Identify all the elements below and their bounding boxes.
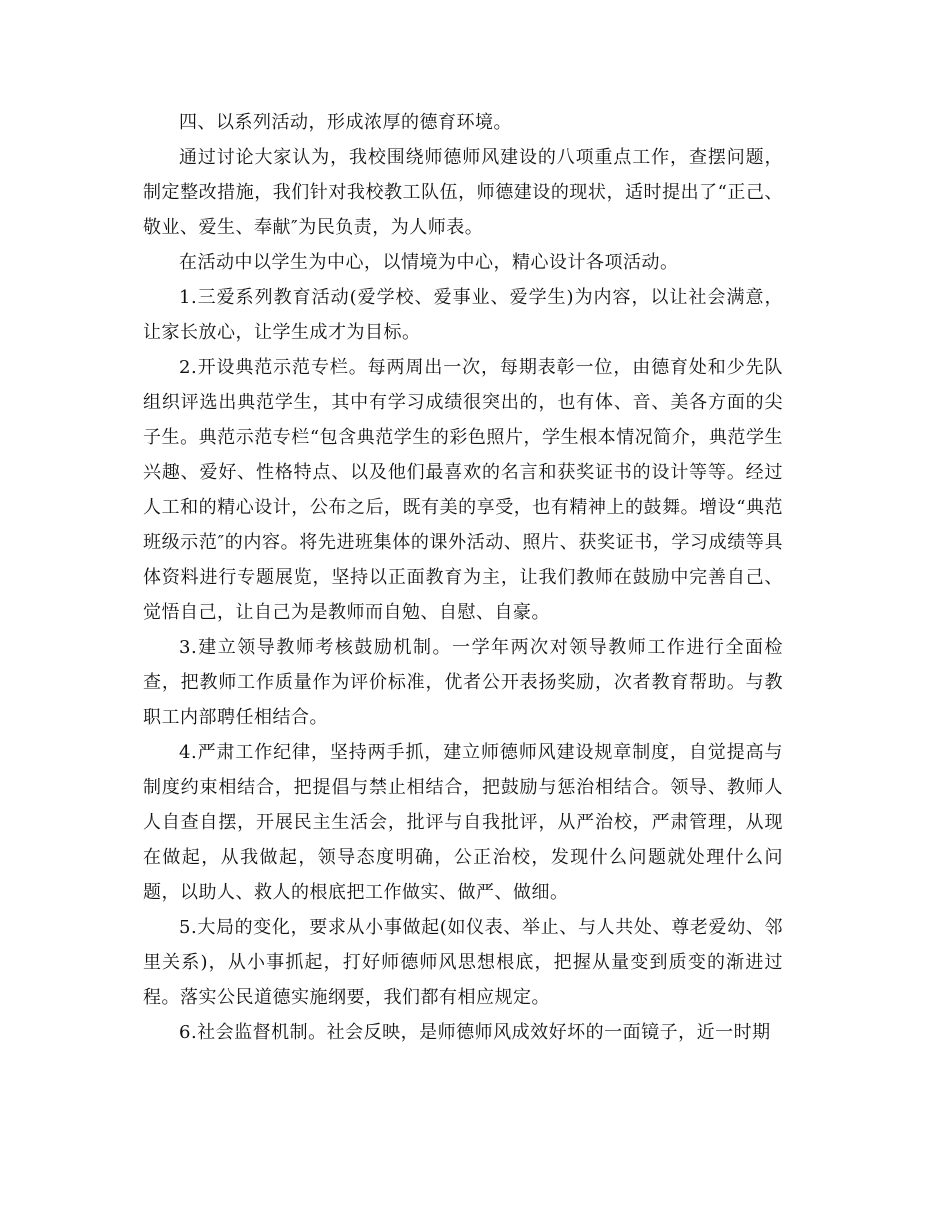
paragraph-item-2: 2.开设典范示范专栏。每两周出一次，每期表彰一位，由德育处和少先队组织评选出典范学生，其中有学习成绩很突出的，也有体、音、美各方面的尖子生。典范示范专栏“包含典范学生的彩色照片，学生根本情况简介，典范学生兴趣、爱好、性格特点、以及他们最喜欢的名言和获奖证书的设计等等。经过人工和的精心设计，公布之后，既有美的享受，也有精神上的鼓舞。增设“典范班级示范″的内容。将先进班集体的课外活动、照片、获奖证书，学习成绩等具体资料进行专题展览，坚持以正面教育为主，让我们教师在鼓励中完善自己、觉悟自己，让自己为是教师而自勉、自慰、自豪。 [143, 357, 783, 623]
paragraph-item-5: 5.大局的变化，要求从小事做起(如仪表、举止、与人共处、尊老爱幼、邻里关系)，从小事抓起，打好师德师风思想根底，把握从量变到质变的渐进过程。落实公民道德实施纲要，我们都有相应规定。 [143, 917, 783, 1008]
section-heading: 四、以系列活动，形成浓厚的德育环境。 [179, 112, 512, 133]
paragraph-item-3: 3.建立领导教师考核鼓励机制。一学年两次对领导教师工作进行全面检查，把教师工作质量作为评价标准，优者公开表扬奖励，次者教育帮助。与教职工内部聘任相结合。 [143, 637, 783, 728]
paragraph-item-6: 6.社会监督机制。社会反映，是师德师风成效好坏的一面镜子，近一时期 [179, 1022, 771, 1043]
paragraph-activity-intro: 在活动中以学生为中心，以情境为中心，精心设计各项活动。 [179, 252, 679, 273]
paragraph-item-4: 4.严肃工作纪律，坚持两手抓，建立师德师风建设规章制度，自觉提高与制度约束相结合，把提倡与禁止相结合，把鼓励与惩治相结合。领导、教师人人自查自摆，开展民主生活会，批评与自我批评，从严治校，严肃管理，从现在做起，从我做起，领导态度明确，公正治校，发现什么问题就处理什么问题，以助人、救人的根底把工作做实、做严、做细。 [143, 742, 783, 903]
paragraph-discussion: 通过讨论大家认为，我校围绕师德师风建设的八项重点工作，查摆问题，制定整改措施，我们针对我校教工队伍，师德建设的现状，适时提出了“正己、敬业、爱生、奉献″为民负责，为人师表。 [143, 147, 783, 238]
paragraph-item-1: 1.三爱系列教育活动(爱学校、爱事业、爱学生)为内容，以让社会满意，让家长放心，让学生成才为目标。 [143, 287, 783, 343]
document-page [143, 105, 783, 1050]
